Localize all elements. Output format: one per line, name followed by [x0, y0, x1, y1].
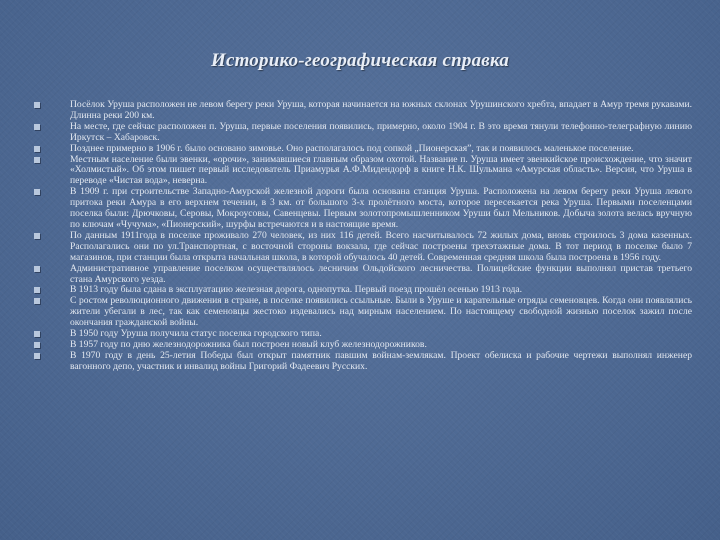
- list-item-text: В 1913 году была сдана в эксплуатацию железная дорога, однопутка. Первый поезд прошёл осенью 1913 года.: [70, 284, 523, 296]
- list-item: [34, 264, 692, 286]
- bullet-list: [34, 100, 692, 373]
- square-bullet-icon: [34, 146, 40, 152]
- square-bullet-icon: [34, 157, 40, 163]
- list-item-text: На месте, где сейчас расположен п. Уруша, первые поселения появились, примерно, около 1904 г. В это время тянули телефонно-телеграфную линию Иркутск – Хабаровск.: [70, 120, 692, 143]
- list-item-text: В 1970 году в день 25-летия Победы был открыт памятник павшим войнам-землякам. Проект обелиска и рабочие чертежи выполнял инженер вагонного депо, участник и инвалид войны Григорий Фадеевич Русских.: [70, 349, 692, 372]
- list-item: [34, 187, 692, 231]
- list-item: [34, 231, 692, 264]
- square-bullet-icon: [34, 233, 40, 239]
- square-bullet-icon: [34, 353, 40, 359]
- square-bullet-icon: [34, 298, 40, 304]
- list-item: [34, 122, 692, 144]
- square-bullet-icon: [34, 124, 40, 130]
- square-bullet-icon: [34, 331, 40, 337]
- slide-title: Историко-географическая справка: [210, 50, 510, 71]
- list-item: [34, 296, 692, 329]
- list-item-text: Административное управление поселком осуществлялось лесничим Ольдойского лесничества. Полицейские функции выполнял пристав третьего стана Амурского уезда.: [70, 262, 692, 285]
- square-bullet-icon: [34, 266, 40, 272]
- list-item: [34, 351, 692, 373]
- list-item-text: В 1957 году по дню железнодорожника был построен новый клуб железнодорожников.: [70, 338, 427, 350]
- list-item-text: С ростом революционного движения в стране, в поселке появились ссыльные. Были в Уруше и карательные отряды семеновцев. Когда они появлялись жители убегали в лес, так как семеновцы жестоко издевались над мирным населением. По настоящему свободной жизнью поселок зажил после окончания гражданской войны.: [70, 295, 692, 329]
- list-item-text: В 1909 г. при строительстве Западно-Амурской железной дороги была основана станция Уруша. Расположена на левом берегу реки Уруша левого притока реки Амура в его верхнем течении, в 3 км. от большого 3-х пролётного моста, которое пересекается река Уруша. Первыми поселенцами поселка были: Дрючковы, Серовы, Мокроусовы, Савенцевы. Первым золотопромышленником Уруши был Мельников. Добыча золота велась вручную по ключам «Чучума», «Пионерский», шурфы встречаются и в настоящие время.: [70, 186, 692, 230]
- list-item-text: По данным 1911года в поселке проживало 270 человек, из них 116 детей. Всего насчитывалось 72 жилых дома, вновь строилось 3 дома казенных. Располагались они по ул.Транспортная, с восточной стороны вокзала, где сейчас построены трехэтажные дома. В тот период в поселке было 7 магазинов, при станции была открыта начальная школа, в которой обучалось 40 детей. Современная средняя школа была построена в 1956 году.: [70, 229, 692, 263]
- list-item-text: Позднее примерно в 1906 г. было основано зимовье. Оно располагалось под сопкой „Пионерская”, так и появилось маленькое поселение.: [70, 142, 634, 154]
- square-bullet-icon: [34, 102, 40, 108]
- list-item-text: Посёлок Уруша расположен не левом берегу реки Уруша, которая начинается на южных склонах Урушинского хребта, впадает в Амур тремя рукавами. Длинна реки 200 км.: [70, 99, 692, 121]
- square-bullet-icon: [34, 189, 40, 195]
- square-bullet-icon: [34, 342, 40, 348]
- list-item: [34, 100, 692, 122]
- square-bullet-icon: [34, 287, 40, 293]
- list-item-text: В 1950 году Уруша получила статус поселка городского типа.: [70, 328, 322, 340]
- list-item-text: Местным население были эвенки, «орочи», занимавшиеся главным образом охотой. Название п. Уруша имеет эвенкийское происхождение, что значит «Холмистый». Об этом пишет первый исследователь Приамурья А.Ф.Мидендорф в книге Н.К. Шульмана «Амурская область». Версия, что Уруша в переводе «Чистая вода», неверна.: [70, 153, 692, 187]
- list-item: [34, 155, 692, 188]
